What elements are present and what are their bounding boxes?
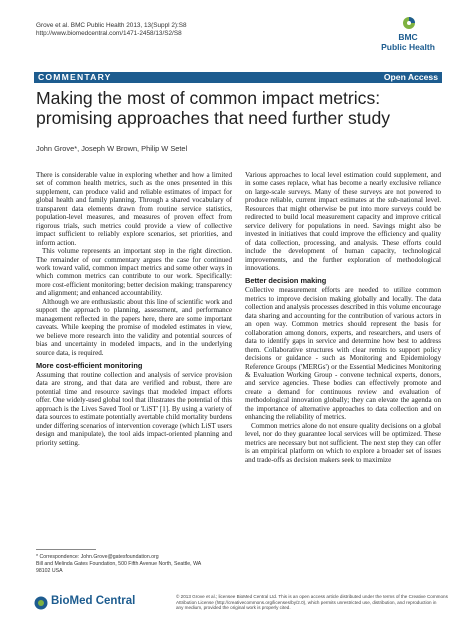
section-heading: Better decision making bbox=[245, 276, 327, 286]
left-column bbox=[36, 171, 232, 447]
body-paragraph: There is considerable value in exploring whether and how a limited set of common health metrics, such as the ones presented in this supplement, can produce valid and reliable estimates of impact for global health and family planning. Through a shared vocabulary of transparent data elements drawn from routine service statistics, population-level measures, and measures of proven effect from rigorous trials, such metrics could provide a view of collective impact sufficient to reliably explore scenarios, set priorities, and inform action. bbox=[36, 171, 232, 247]
journal-logo-text-top: BMC bbox=[398, 32, 418, 42]
open-access-label: Open Access bbox=[383, 72, 438, 82]
bmc-logo-icon bbox=[402, 16, 416, 30]
license-line: © 2013 Grove et al.; licensee BioMed Central Ltd. This is an open access article distributed under the terms of the Creative Commons bbox=[176, 594, 448, 599]
article-title: Making the most of common impact metrics: promising approaches that need further study bbox=[36, 88, 391, 128]
journal-logo bbox=[376, 16, 440, 60]
publisher-name: BioMed Central bbox=[51, 595, 136, 607]
correspondence-email[interactable]: * Correspondence: John.Grove@gatesfoundation.org bbox=[36, 554, 159, 560]
body-paragraph: Various approaches to local level estimation could supplement, and in some cases replace, what has become a nearly exclusive reliance on large-scale surveys. Many of these surveys are not powered to produce reliable, current impact estimates at the sub-national level. Resources that might otherwise be put into more surveys could be redirected to build local measurement capacity and improve critical service delivery for populations in need. Savings might also be invested in initiatives that could improve the efficiency and quality of data collection, processing, and analysis. These efforts could include the development of human capacity, technological improvements, and the further exploration of methodological innovations. bbox=[245, 171, 441, 272]
section-heading: More cost-efficient monitoring bbox=[36, 360, 143, 370]
body-paragraph: Collective measurement efforts are needed to utilize common metrics to improve decision making globally and locally. The data collection and analysis processes described in this volume encourage data sharing and accounting for the contribution of various actors in an open way. Common metrics should represent the basis for collaboration among donors, experts, and researchers, and users of data to identify gaps in service and determine how best to address them. Collaborative structures with clear remits to support policy decisions or guidance - such as Monitoring and Epidemiology Reference Groups ('MERGs') or the Essential Medicines Monitoring & Evaluation Working Group - convene technical experts, donors, and service agencies. These bodies can effectively promote and create a demand for continuous review and evaluation of methodological innovation globally; they can elevate the agenda on the importance of alternative approaches to data collection and on enhancing the reliability of metrics. bbox=[245, 286, 441, 422]
biomed-central-logo-icon bbox=[34, 596, 48, 610]
right-column bbox=[245, 171, 441, 464]
body-paragraph: Common metrics alone do not ensure quality decisions on a global level, nor do they guarantee local services will be optimized. These metrics are necessary but not sufficient. The next step they can offer is an empirical platform on which to explore a broader set of issues and trade-offs as decision makers seek to maximize bbox=[245, 421, 441, 464]
body-paragraph: This volume represents an important step in the right direction. The remainder of our commentary argues the case for continued work toward valid, common impact metrics and some other ways in which common metrics can contribute to our work. Specifically: more cost-efficient monitoring; better decision making; transparency and alignment; and enhanced accountability. bbox=[36, 247, 232, 298]
body-paragraph: Although we are enthusiastic about this line of scientific work and support the approach to planning, assessment, and performance management reflected in the papers here, there are some important caveats. While keeping the promise of modeled estimates in view, we believe more research into the validity and potential sources of bias and uncertainty in modeled impacts, and in the underlying source data, is required. bbox=[36, 297, 232, 357]
citation-url[interactable]: http://www.biomedcentral.com/1471-2458/13/S2/S8 bbox=[36, 30, 182, 37]
author-list: John Grove*, Joseph W Brown, Philip W Setel bbox=[36, 144, 188, 153]
footnote-divider bbox=[36, 549, 96, 550]
correspondence-footnote bbox=[36, 554, 236, 575]
article-type-label: COMMENTARY bbox=[38, 72, 112, 82]
article-type-banner bbox=[34, 72, 442, 83]
publisher-logo bbox=[34, 594, 154, 612]
license-line: any medium, provided the original work is properly cited. bbox=[176, 605, 291, 611]
citation-journal: Grove et al. BMC Public Health 2013, 13(Suppl 2):S8 bbox=[36, 22, 187, 29]
body-paragraph: Assuming that routine collection and analysis of service provision data are strong, and that data are verified and robust, there are potential time and resource savings that modeled impact efforts offer. One widely-used global tool that illustrates the potential of this approach is the Lives Saved Tool or 'LiST' [1]. By using a variety of data sources to estimate potentially avertable child mortality burdens under differing scenarios of intervention coverage (which LiST users design and manipulate), the tool aids impact-oriented planning and priority setting. bbox=[36, 370, 232, 447]
affiliation-line: 98102 USA bbox=[36, 568, 63, 574]
citation-block bbox=[36, 22, 187, 38]
journal-logo-text-bottom: Public Health bbox=[381, 42, 435, 52]
license-line: Attribution License (http://creativecommons.org/licenses/by/2.0), which permits unrestricted use, distribution, and reproduction in bbox=[176, 599, 437, 605]
license-text bbox=[176, 594, 446, 611]
affiliation-line: Bill and Melinda Gates Foundation, 500 Fifth Avenue North, Seattle, WA bbox=[36, 561, 202, 567]
